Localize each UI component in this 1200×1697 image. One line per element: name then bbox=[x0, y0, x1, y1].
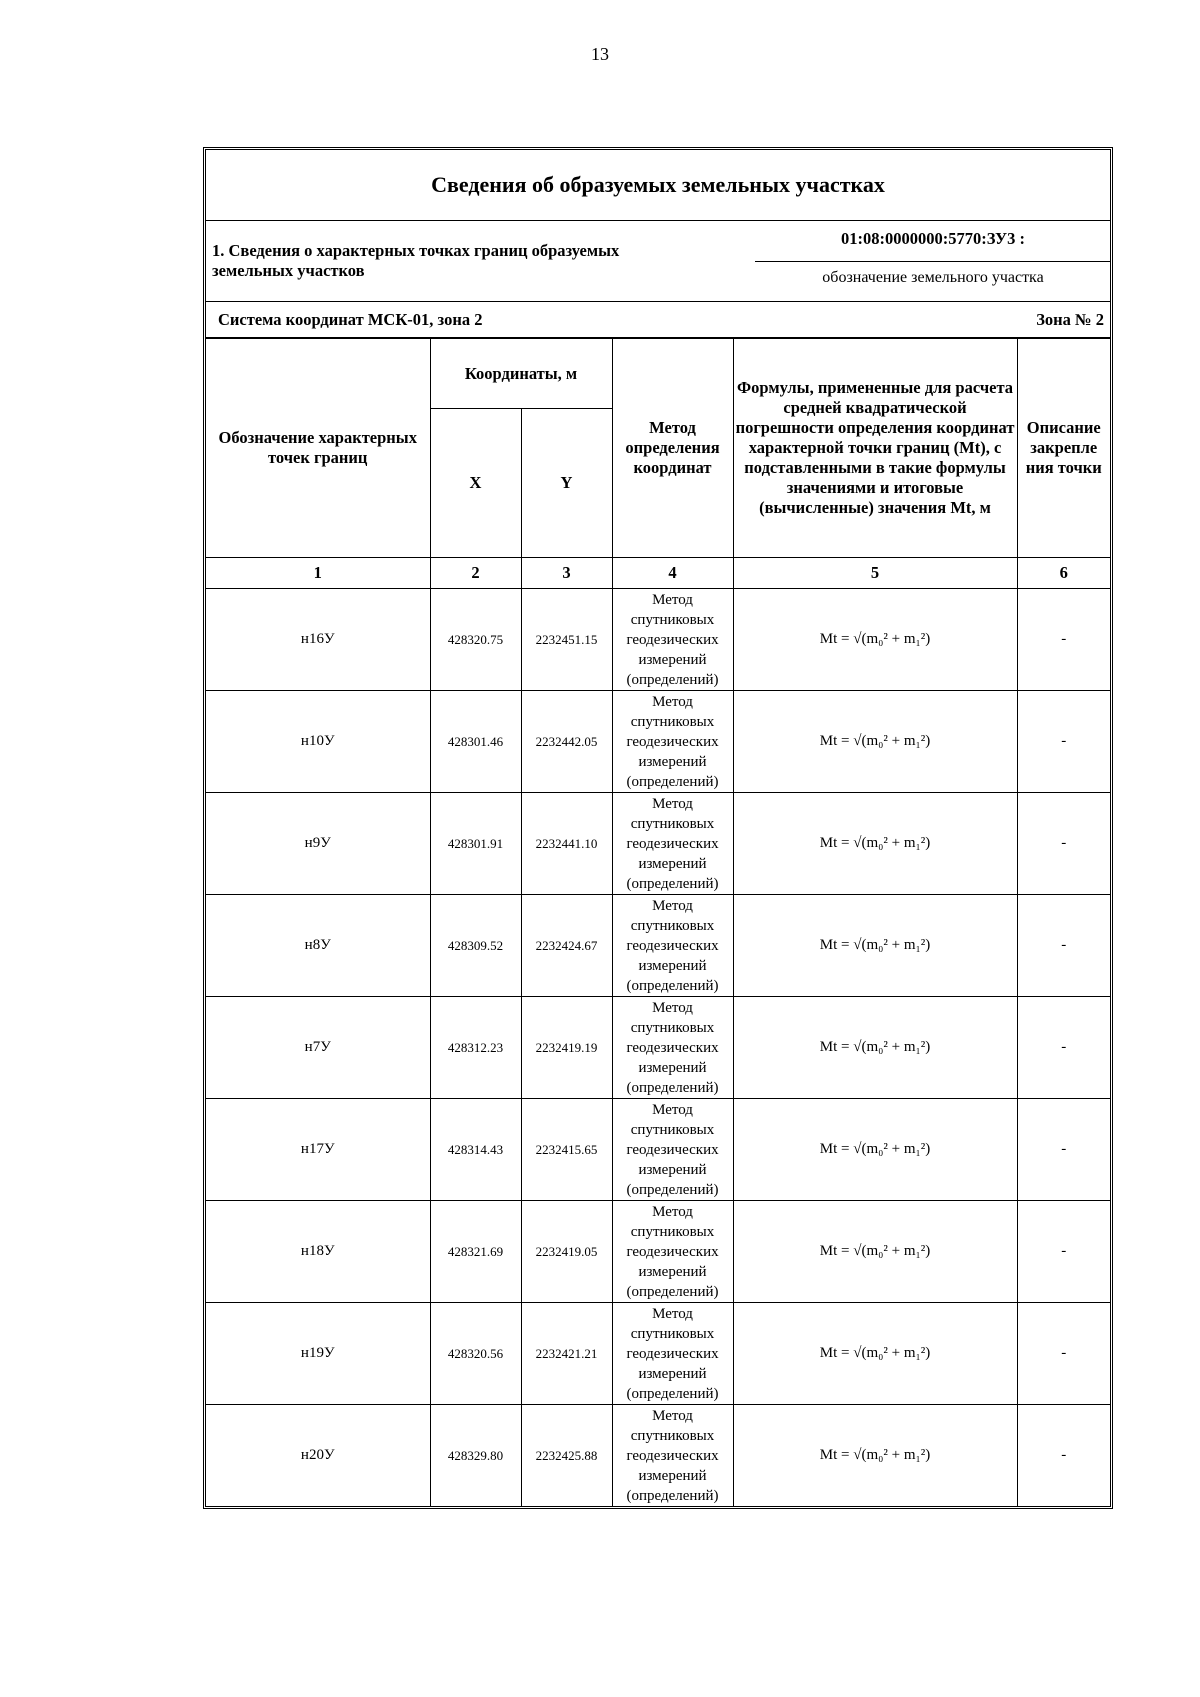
description-cell: - bbox=[1017, 589, 1110, 691]
y-cell: 2232421.21 bbox=[521, 1303, 612, 1405]
method-cell: Метод спутниковых геодезических измерений (определений) bbox=[612, 1405, 733, 1507]
column-number: 1 bbox=[206, 558, 430, 589]
x-cell: 428321.69 bbox=[430, 1201, 521, 1303]
header-coordinates: Координаты, м bbox=[430, 339, 612, 409]
description-cell: - bbox=[1017, 895, 1110, 997]
method-cell: Метод спутниковых геодезических измерений (определений) bbox=[612, 997, 733, 1099]
header-description: Описание закрепле ния точки bbox=[1017, 339, 1110, 558]
header-x: X bbox=[430, 409, 521, 558]
x-cell: 428312.23 bbox=[430, 997, 521, 1099]
formula-cell: Mt = √(m₀² + m₁²) bbox=[733, 1201, 1017, 1303]
x-cell: 428301.46 bbox=[430, 691, 521, 793]
column-number: 4 bbox=[612, 558, 733, 589]
x-cell: 428320.56 bbox=[430, 1303, 521, 1405]
coordinate-system-row bbox=[206, 302, 1110, 338]
formula-cell: Mt = √(m₀² + m₁²) bbox=[733, 793, 1017, 895]
formula-cell: Mt = √(m₀² + m₁²) bbox=[733, 589, 1017, 691]
description-cell: - bbox=[1017, 1405, 1110, 1507]
formula-cell: Mt = √(m₀² + m₁²) bbox=[733, 1303, 1017, 1405]
document-frame bbox=[203, 147, 1113, 1509]
y-cell: 2232425.88 bbox=[521, 1405, 612, 1507]
point-cell: н19У bbox=[206, 1303, 430, 1405]
header-method: Метод определения координат bbox=[612, 339, 733, 558]
table-row bbox=[206, 1201, 1110, 1303]
method-cell: Метод спутниковых геодезических измерений (определений) bbox=[612, 1303, 733, 1405]
parcel-number: 01:08:0000000:5770:ЗУ3 : bbox=[840, 229, 1025, 248]
table-row bbox=[206, 1099, 1110, 1201]
method-cell: Метод спутниковых геодезических измерений (определений) bbox=[612, 1099, 733, 1201]
point-cell: н17У bbox=[206, 1099, 430, 1201]
coordinate-system-label: Система координат МСК-01, зона 2 bbox=[218, 309, 483, 329]
column-number: 6 bbox=[1017, 558, 1110, 589]
description-cell: - bbox=[1017, 1099, 1110, 1201]
method-cell: Метод спутниковых геодезических измерений (определений) bbox=[612, 589, 733, 691]
point-cell: н7У bbox=[206, 997, 430, 1099]
y-cell: 2232451.15 bbox=[521, 589, 612, 691]
header-y: Y bbox=[521, 409, 612, 558]
column-number-row bbox=[206, 558, 1110, 589]
y-cell: 2232415.65 bbox=[521, 1099, 612, 1201]
description-cell: - bbox=[1017, 793, 1110, 895]
page-number: 13 bbox=[591, 44, 609, 64]
formula-cell: Mt = √(m₀² + m₁²) bbox=[733, 1099, 1017, 1201]
section-heading: 1. Сведения о характерных точках границ образуемых земельных участков bbox=[212, 241, 620, 280]
parcel-caption: обозначение земельного участка bbox=[822, 269, 1044, 286]
point-cell: н16У bbox=[206, 589, 430, 691]
x-cell: 428314.43 bbox=[430, 1099, 521, 1201]
x-cell: 428329.80 bbox=[430, 1405, 521, 1507]
table-row bbox=[206, 691, 1110, 793]
formula-cell: Mt = √(m₀² + m₁²) bbox=[733, 895, 1017, 997]
point-cell: н8У bbox=[206, 895, 430, 997]
zone-label: Зона № 2 bbox=[1036, 309, 1104, 329]
document-title: Сведения об образуемых земельных участках bbox=[206, 150, 1110, 221]
method-cell: Метод спутниковых геодезических измерений (определений) bbox=[612, 1201, 733, 1303]
header-formulas: Формулы, примененные для расчета средней квадратической погрешности определения координат характерной точки границ (Mt), с подставленными в такие формулы значениями и итоговые (вычисленные) значения Mt, м bbox=[733, 339, 1017, 558]
description-cell: - bbox=[1017, 1201, 1110, 1303]
formula-cell: Mt = √(m₀² + m₁²) bbox=[733, 1405, 1017, 1507]
method-cell: Метод спутниковых геодезических измерений (определений) bbox=[612, 895, 733, 997]
point-cell: н10У bbox=[206, 691, 430, 793]
description-cell: - bbox=[1017, 1303, 1110, 1405]
table-row bbox=[206, 997, 1110, 1099]
formula-cell: Mt = √(m₀² + m₁²) bbox=[733, 997, 1017, 1099]
table-row bbox=[206, 589, 1110, 691]
y-cell: 2232441.10 bbox=[521, 793, 612, 895]
section-header bbox=[206, 221, 1110, 302]
y-cell: 2232442.05 bbox=[521, 691, 612, 793]
point-cell: н9У bbox=[206, 793, 430, 895]
table-row bbox=[206, 1303, 1110, 1405]
column-number: 2 bbox=[430, 558, 521, 589]
y-cell: 2232419.19 bbox=[521, 997, 612, 1099]
y-cell: 2232419.05 bbox=[521, 1201, 612, 1303]
point-cell: н18У bbox=[206, 1201, 430, 1303]
table-row bbox=[206, 1405, 1110, 1507]
description-cell: - bbox=[1017, 997, 1110, 1099]
column-number: 5 bbox=[733, 558, 1017, 589]
table-body bbox=[206, 558, 1110, 1507]
y-cell: 2232424.67 bbox=[521, 895, 612, 997]
method-cell: Метод спутниковых геодезических измерений (определений) bbox=[612, 793, 733, 895]
formula-cell: Mt = √(m₀² + m₁²) bbox=[733, 691, 1017, 793]
parcel-underline bbox=[755, 261, 1110, 262]
x-cell: 428301.91 bbox=[430, 793, 521, 895]
method-cell: Метод спутниковых геодезических измерений (определений) bbox=[612, 691, 733, 793]
points-table bbox=[206, 338, 1110, 1506]
column-number: 3 bbox=[521, 558, 612, 589]
x-cell: 428320.75 bbox=[430, 589, 521, 691]
description-cell: - bbox=[1017, 691, 1110, 793]
header-point: Обозначение характерных точек границ bbox=[206, 339, 430, 558]
point-cell: н20У bbox=[206, 1405, 430, 1507]
table-row bbox=[206, 895, 1110, 997]
x-cell: 428309.52 bbox=[430, 895, 521, 997]
table-row bbox=[206, 793, 1110, 895]
